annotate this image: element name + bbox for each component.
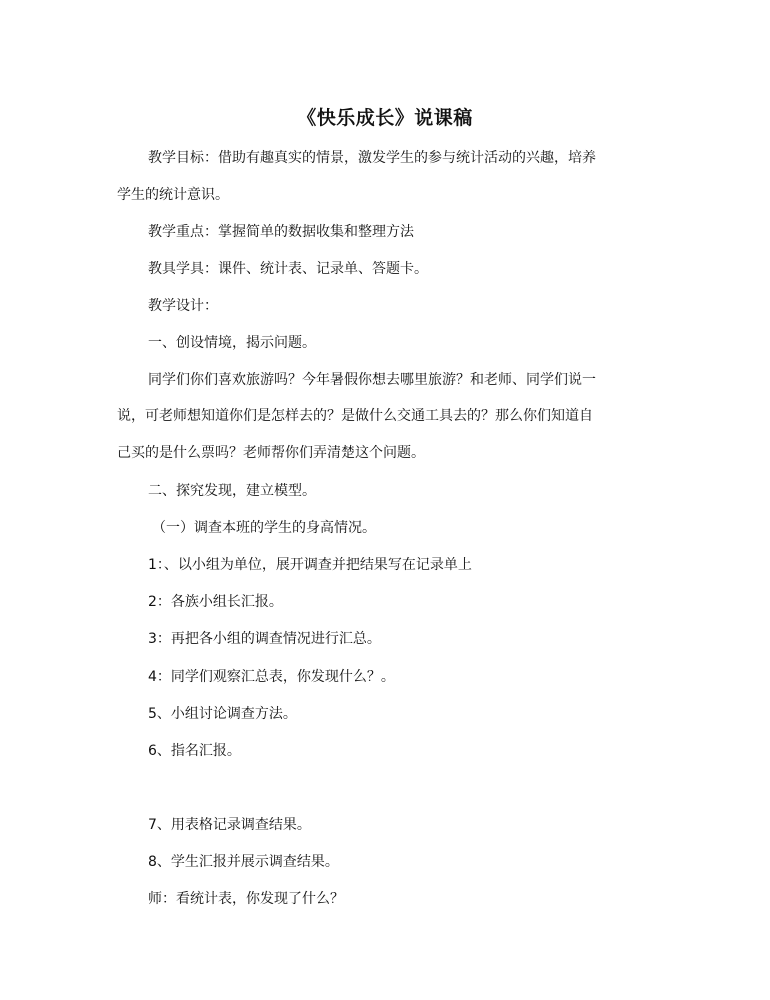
paragraph-line-intro: 同学们你们喜欢旅游吗？今年暑假你想去哪里旅游？和老师、同学们说一 bbox=[148, 372, 596, 388]
document-title: 《快乐成长》说课稿 bbox=[297, 107, 473, 129]
list-item: 6、指名汇报。 bbox=[148, 743, 241, 759]
section-heading-two: 二、探究发现，建立模型。 bbox=[148, 483, 316, 499]
paragraph-line-objective: 教学目标：借助有趣真实的情景，激发学生的参与统计活动的兴趣，培养 bbox=[148, 150, 596, 166]
list-item: 4：同学们观察汇总表，你发现什么？。 bbox=[148, 669, 395, 685]
list-item: 3：再把各小组的调查情况进行汇总。 bbox=[148, 631, 381, 647]
paragraph-line-key-point: 教学重点：掌握简单的数据收集和整理方法 bbox=[148, 224, 414, 240]
paragraph-line-intro-cont-1: 说，可老师想知道你们是怎样去的？是做什么交通工具去的？那么你们知道自 bbox=[117, 408, 593, 424]
paragraph-line-teacher: 师：看统计表，你发现了什么？ bbox=[148, 891, 344, 907]
paragraph-line-objective-cont: 学生的统计意识。 bbox=[117, 187, 229, 203]
list-item: 1：、以小组为单位，展开调查并把结果写在记录单上 bbox=[148, 557, 472, 573]
subsection-heading: （一）调查本班的学生的身高情况。 bbox=[152, 520, 376, 536]
paragraph-line-design: 教学设计： bbox=[148, 298, 218, 314]
section-heading-one: 一、创设情境，揭示问题。 bbox=[148, 335, 316, 351]
paragraph-line-materials: 教具学具：课件、统计表、记录单、答题卡。 bbox=[148, 261, 428, 277]
list-item: 8、学生汇报并展示调查结果。 bbox=[148, 854, 339, 870]
list-item: 5、小组讨论调查方法。 bbox=[148, 706, 297, 722]
list-item: 2：各族小组长汇报。 bbox=[148, 594, 283, 610]
list-item: 7、用表格记录调查结果。 bbox=[148, 817, 311, 833]
paragraph-line-intro-cont-2: 己买的是什么票吗？老师帮你们弄清楚这个问题。 bbox=[117, 445, 425, 461]
